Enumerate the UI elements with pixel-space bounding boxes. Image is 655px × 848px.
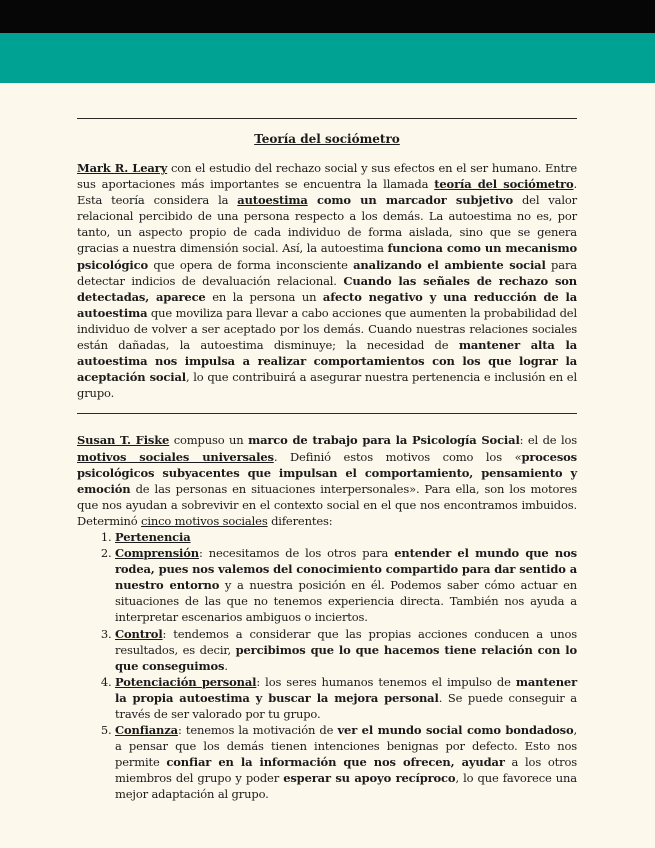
document-body (77, 118, 577, 803)
list-item: 3. Control: tendemos a considerar que las propias acciones conducen a unos resultados, es decir, percibimos que lo que hacemos tiene relación con lo que conseguimos. (115, 626, 577, 674)
header-teal-band (0, 33, 655, 83)
list-item: 1. Pertenencia (115, 529, 577, 545)
sociometer-paragraph: Mark R. Leary con el estudio del rechazo social y sus efectos en el ser humano. Entre sus aportaciones más importantes se encuentra la llamada teoría del sociómetro. Esta teoría considera la autoestima como un marcador subjetivo del valor relacional percibido de una persona respecto a los demás. La autoestima no es, por tanto, un aspecto propio de cada individuo de forma aislada, sino que se genera gracias a nuestra dimensión social. Así, la autoestima funciona como un mecanismo psicológico que opera de forma inconsciente analizando el ambiente social para detectar indicios de devaluación relacional. Cuando las señales de rechazo son detectadas, aparece en la persona un afecto negativo y una reducción de la autoestima que moviliza para llevar a cabo acciones que aumenten la probabilidad del individuo de volver a ser aceptado por los demás. Cuando nuestras relaciones sociales están dañadas, la autoestima disminuye; la necesidad de mantener alta la autoestima nos impulsa a realizar comportamientos con los que lograr la aceptación social, lo que contribuirá a asegurar nuestra pertenencia e inclusión en el grupo. (77, 161, 578, 401)
top-divider (77, 118, 577, 119)
list-item: 2. Comprensión: necesitamos de los otros para entender el mundo que nos rodea, pues nos valemos del conocimiento compartido para dar sentido a nuestro entorno y a nuestra posición en él. Podemos saber cómo actuar en situaciones de las que no tenemos experiencia directa. También nos ayuda a interpretar escenarios ambiguos o inciertos. (115, 545, 577, 625)
list-item: 4. Potenciación personal: los seres humanos tenemos el impulso de mantener la propia autoestima y buscar la mejora personal. Se puede conseguir a través de ser valorado por tu grupo. (115, 674, 577, 722)
motivos-term: motivos sociales universales (77, 449, 274, 464)
section-divider (77, 413, 577, 414)
theory-term: teoría del sociómetro (434, 177, 574, 192)
autoestima-term: autoestima (237, 193, 308, 208)
cinco-motivos-term: cinco motivos sociales (141, 513, 268, 528)
section-title: Teoría del sociómetro (254, 132, 400, 146)
author-name: Mark R. Leary (77, 161, 168, 175)
list-item: 5. Confianza: tenemos la motivación de ver el mundo social como bondadoso, a pensar que los demás tienen intenciones benignas por defecto. Esto nos permite confiar en la información que nos ofrecen, ayudar a los otros miembros del grupo y poder esperar su apoyo recíproco, lo que favorece una mejor adaptación al grupo. (115, 722, 577, 802)
social-motives-list (77, 529, 577, 803)
author-name: Susan T. Fiske (77, 433, 170, 448)
header-black-band (0, 0, 655, 33)
fiske-paragraph: Susan T. Fiske compuso un marco de trabajo para la Psicología Social: el de los motivos sociales universales. Definió estos motivos como los «procesos psicológicos subyacentes que impulsan el comportamiento, pensamiento y emoción de las personas en situaciones interpersonales». Para ella, son los motores que nos ayudan a sobrevivir en el contexto social en el que nos encontramos imbuidos. Determinó cinco motivos sociales diferentes: (77, 433, 578, 528)
